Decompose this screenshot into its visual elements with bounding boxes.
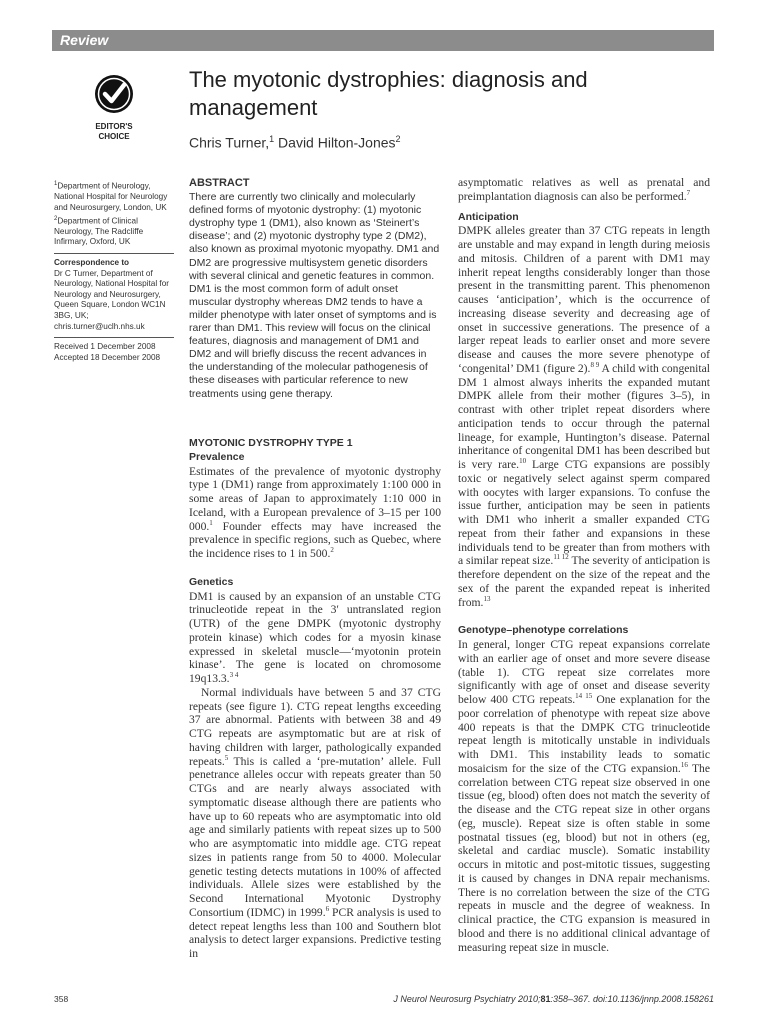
- subsection-heading: Genotype–phenotype correlations: [458, 624, 629, 637]
- journal-citation: J Neurol Neurosurg Psychiatry 2010;81:358–367. doi:10.1136/jnnp.2008.158261: [393, 994, 714, 1004]
- paragraph: DMPK alleles greater than 37 CTG repeats in length are unstable and may expand in length during meiosis and mitosis. Children of a parent with DM1 may inherit repeat lengths considerably longer than those present in the transmitting parent. This phenomenon causes ‘anticipation’, which is the occurrence of increasing disease severity and decreasing age of onset in successive generations. The presence of a larger repeat leads to earlier onset and more severe disease and causes the more severe phenotype of ‘congenital’ DM1 (figure 2).$^{8 9}$ A child with congenital DM 1 almost always inherits the expanded mutant DMPK allele from their mother (figures 3–5), in contrast with other triplet repeat disorders where anticipation tends to occur through the paternal lineage, for example, Huntington’s disease. Paternal inheritance of congenital DM1 has been described but is very rare.$^{10}$ Large CTG expansions are possibly toxic or negatively select against sperm compared with oocytes with larger expansions. To confuse the issue further, anticipation may be seen in patients with DM1 who inherit a smaller expanded CTG repeat from their father and expansions in these individuals tend to be greater than from mothers with a similar repeat size.$^{11 12}$ The severity of anticipation is therefore dependent on the size of the repeat and the sex of the parent the expanded repeat is inherited from.$^{13}$: [458, 224, 710, 609]
- accepted-date: Accepted 18 December 2008: [54, 352, 161, 362]
- correspondence-heading: Correspondence to: [54, 258, 130, 268]
- correspondence-address: Dr C Turner, Department of Neurology, National Hospital for Neurology and Neurosurgery, Queen Square, London WC1N 3BG, UK;: [54, 268, 169, 320]
- author-list: [189, 134, 401, 151]
- abstract-text: There are currently two clinically and molecularly defined forms of myotonic dystrophy: (1) myotonic dystrophy type 1 (DM1), also known as ‘Steinert’s disease’; and (2) myotonic dystrophy type 2 (DM2), also known as proximal myotonic myopathy. DM1 and DM2 are progressive multisystem genetic disorders with several clinical and genetic features in common. DM1 is the most common form of adult onset muscular dystrophy whereas DM2 tends to have a milder phenotype with later onset of symptoms and is rarer than DM1. This review will focus on the clinical features, diagnosis and management of DM1 and DM2 and will briefly discuss the recent advances in the understanding of the molecular pathogenesis of these diseases with particular reference to new treatments using gene therapy.: [189, 191, 440, 400]
- body-column-2: [458, 176, 710, 954]
- affiliation-2: $^2$Department of Clinical Neurology, The Radcliffe Infirmary, Oxford, UK: [54, 215, 144, 247]
- subsection-heading: Anticipation: [458, 210, 519, 223]
- checkmark-seal-icon: [92, 72, 136, 116]
- body-column-1: [189, 437, 441, 961]
- paragraph: In general, longer CTG repeat expansions correlate with an earlier age of onset and more severe disease (table 1). CTG repeat size correlates more significantly with age of onset and disease severity below 400 CTG repeats.$^{14 15}$ One explanation for the poor correlation of phenotype with repeat size above 400 repeats is that the DMPK CTG trinucleotide repeat length is mitotically unstable in individuals with DM1. This instability leads to somatic mosaicism for the size of the CTG expansion.$^{16}$ The correlation between CTG repeat size observed in one tissue (eg, blood) often does not match the severity of the disease and the CTG repeat size in other organs (eg, muscle). Repeat size is often stable in some postnatal tissues (eg, blood) but not in others (eg, skeletal and cardiac muscle). Somatic instability occurs in mitotic and post-mitotic tissues, suggesting it is caused by changes in DNA repair mechanisms. There is no correlation between the size of the CTG repeats in muscle and the degree of weakness. In clinical practice, the CTG expansion is measured in blood and there is no additional clinical advantage of measuring repeat size in muscle.: [458, 638, 710, 954]
- article-sidebar: [54, 179, 174, 363]
- author-2: David Hilton-Jones: [274, 134, 396, 151]
- author-2-affiliation: 2: [395, 134, 401, 144]
- article-title: The myotonic dystrophies: diagnosis and management: [189, 67, 588, 120]
- author-1-affiliation: 1: [269, 134, 275, 144]
- sidebar-divider: [54, 337, 174, 338]
- sidebar-divider: [54, 253, 174, 254]
- author-1: Chris Turner,: [189, 134, 270, 151]
- badge-label-2: CHOICE: [98, 132, 130, 141]
- abstract-heading: ABSTRACT: [189, 177, 250, 189]
- section-label: Review: [60, 32, 109, 48]
- section-header-bar: [52, 30, 714, 51]
- received-date: Received 1 December 2008: [54, 342, 156, 352]
- paragraph: Normal individuals have between 5 and 37 CTG repeats (see figure 1). CTG repeat lengths exceeding 37 are abnormal. Patients with between 38 and 49 CTG repeats are asymptomatic but are at risk of having children with larger, pathologically expanded repeats.$^5$ This is called a ‘pre-mutation’ allele. Full penetrance alleles occur with repeats greater than 50 CTGs and are nearly always associated with symptomatic disease although there are patients who have up to 60 repeats who are asymptomatic into old age and similarly patients with repeat sizes up to 500 who are asymptomatic into middle age. CTG repeat sizes in patients range from 50 to 4000. Molecular genetic testing detects mutations in 100% of affected individuals. Allele sizes were established by the Second International Myotonic Dystrophy Consortium (IDMC) in 1999.$^6$ PCR analysis is used to detect repeat lengths less than 100 and Southern blot analysis to detect larger expansions. Predictive testing in: [189, 685, 441, 960]
- subsection-heading: Prevalence: [189, 450, 245, 463]
- subsection-heading: Genetics: [189, 575, 234, 588]
- abstract: [189, 177, 441, 401]
- editors-choice-badge: [90, 72, 138, 141]
- correspondence-email[interactable]: chris.turner@uclh.nhs.uk: [54, 321, 145, 331]
- badge-label-1: EDITOR'S: [95, 122, 133, 131]
- page-number: 358: [54, 994, 69, 1004]
- paragraph: DM1 is caused by an expansion of an unstable CTG trinucleotide repeat in the 3′ untranslated region (UTR) of the gene DMPK (myotonic dystrophy protein kinase) which codes for a myosin kinase expressed in skeletal muscle—‘myotonin protein kinase’. The gene is located on chromosome 19q13.3.$^{3 4}$: [189, 589, 441, 685]
- affiliation-1: $^1$Department of Neurology, National Hospital for Neurology and Neurosurgery, London, UK: [54, 181, 168, 212]
- section-heading: MYOTONIC DYSTROPHY TYPE 1: [189, 437, 353, 449]
- paragraph: asymptomatic relatives as well as prenatal and preimplantation diagnosis can also be performed.$^7$: [458, 176, 710, 203]
- paragraph: Estimates of the prevalence of myotonic dystrophy type 1 (DM1) range from approximately 1:100 000 in some areas of Japan to approximately 1:10 000 in Iceland, with a European prevalence of 3–15 per 100 000.$^1$ Founder effects may have increased the prevalence in specific regions, such as Quebec, where the incidence rises to 1 in 500.$^2$: [189, 464, 441, 560]
